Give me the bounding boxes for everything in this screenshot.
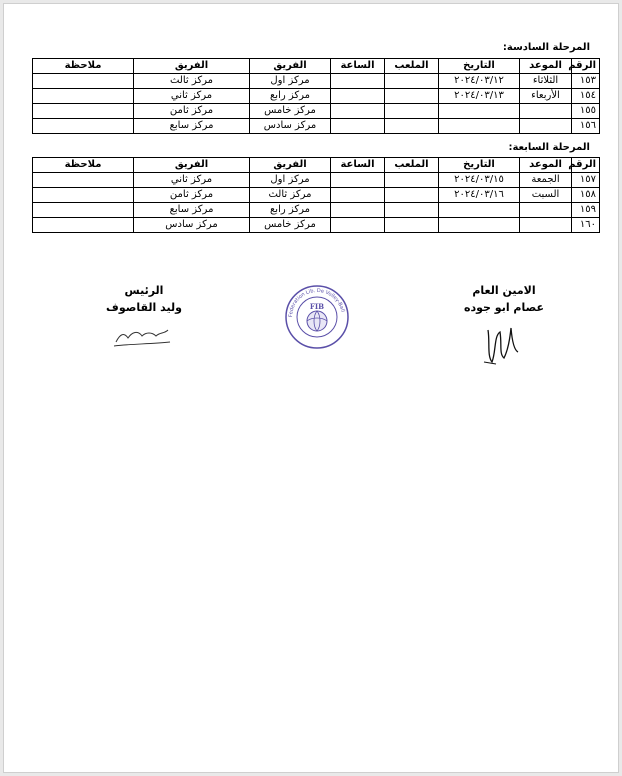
col-date: التاريخ bbox=[439, 59, 520, 74]
logo-ring-text: Federation Lib. De Volley-Ball bbox=[287, 287, 346, 318]
team-b: مركز ثاني bbox=[134, 89, 250, 104]
table-row bbox=[33, 188, 600, 203]
match-date: ٢٠٢٤/٠٣/١٣ bbox=[439, 89, 520, 104]
president-name: وليد القاصوف bbox=[106, 301, 182, 314]
match-time bbox=[331, 173, 385, 188]
match-number: ١٥٨ bbox=[572, 188, 600, 203]
match-number: ١٥٧ bbox=[572, 173, 600, 188]
table-row bbox=[33, 173, 600, 188]
match-venue bbox=[385, 104, 439, 119]
team-b: مركز سابع bbox=[134, 119, 250, 134]
match-day: الثلاثاء bbox=[520, 74, 572, 89]
match-time bbox=[331, 104, 385, 119]
stage6-title: المرحلة السادسة: bbox=[502, 42, 590, 53]
match-note bbox=[33, 188, 134, 203]
match-time bbox=[331, 218, 385, 233]
stage6-table bbox=[32, 58, 600, 134]
match-day bbox=[520, 218, 572, 233]
col-team-a: الفريق bbox=[250, 59, 331, 74]
match-date bbox=[439, 119, 520, 134]
team-b: مركز سابع bbox=[134, 203, 250, 218]
team-a: مركز خامس bbox=[250, 218, 331, 233]
match-note bbox=[33, 218, 134, 233]
match-number: ١٥٥ bbox=[572, 104, 600, 119]
col-venue: الملعب bbox=[385, 59, 439, 74]
table-header-row bbox=[33, 158, 600, 173]
match-note bbox=[33, 89, 134, 104]
match-date bbox=[439, 203, 520, 218]
match-day: الجمعة bbox=[520, 173, 572, 188]
match-day bbox=[520, 119, 572, 134]
match-date bbox=[439, 104, 520, 119]
col-day: الموعد bbox=[520, 158, 572, 173]
secretary-signature-block bbox=[434, 282, 574, 316]
match-day bbox=[520, 104, 572, 119]
stage7-table bbox=[32, 157, 600, 233]
col-time: الساعة bbox=[331, 158, 385, 173]
team-a: مركز ثالث bbox=[250, 188, 331, 203]
match-day: السبت bbox=[520, 188, 572, 203]
match-number: ١٥٤ bbox=[572, 89, 600, 104]
federation-logo bbox=[284, 284, 350, 350]
logo-initials: FIB bbox=[309, 302, 325, 311]
match-date: ٢٠٢٤/٠٣/١٥ bbox=[439, 173, 520, 188]
match-day: الأربعاء bbox=[520, 89, 572, 104]
match-venue bbox=[385, 119, 439, 134]
match-number: ١٥٦ bbox=[572, 119, 600, 134]
match-note bbox=[33, 74, 134, 89]
match-venue bbox=[385, 188, 439, 203]
match-day bbox=[520, 203, 572, 218]
match-date: ٢٠٢٤/٠٣/١٢ bbox=[439, 74, 520, 89]
team-b: مركز ثالث bbox=[134, 74, 250, 89]
match-note bbox=[33, 173, 134, 188]
col-note: ملاحظة bbox=[33, 59, 134, 74]
match-venue bbox=[385, 74, 439, 89]
match-number: ١٦٠ bbox=[572, 218, 600, 233]
president-role: الرئيس bbox=[124, 284, 164, 297]
col-team-b: الفريق bbox=[134, 59, 250, 74]
col-venue: الملعب bbox=[385, 158, 439, 173]
match-time bbox=[331, 119, 385, 134]
president-signature-scribble bbox=[110, 324, 174, 350]
match-time bbox=[331, 74, 385, 89]
match-time bbox=[331, 89, 385, 104]
table-row bbox=[33, 218, 600, 233]
table-row bbox=[33, 104, 600, 119]
table-row bbox=[33, 203, 600, 218]
table-header-row bbox=[33, 59, 600, 74]
team-b: مركز سادس bbox=[134, 218, 250, 233]
team-a: مركز رابع bbox=[250, 203, 331, 218]
team-a: مركز اول bbox=[250, 74, 331, 89]
match-venue bbox=[385, 173, 439, 188]
team-a: مركز سادس bbox=[250, 119, 331, 134]
table-row bbox=[33, 89, 600, 104]
match-time bbox=[331, 188, 385, 203]
table-row bbox=[33, 74, 600, 89]
team-a: مركز خامس bbox=[250, 104, 331, 119]
match-note bbox=[33, 104, 134, 119]
match-venue bbox=[385, 89, 439, 104]
team-b: مركز ثامن bbox=[134, 104, 250, 119]
team-b: مركز ثامن bbox=[134, 188, 250, 203]
match-note bbox=[33, 119, 134, 134]
secretary-name: عصام ابو جوده bbox=[464, 301, 544, 314]
team-a: مركز اول bbox=[250, 173, 331, 188]
document-page bbox=[3, 3, 619, 773]
match-time bbox=[331, 203, 385, 218]
col-number: الرقم bbox=[572, 59, 600, 74]
match-date bbox=[439, 218, 520, 233]
match-date: ٢٠٢٤/٠٣/١٦ bbox=[439, 188, 520, 203]
match-venue bbox=[385, 203, 439, 218]
match-number: ١٥٩ bbox=[572, 203, 600, 218]
table-row bbox=[33, 119, 600, 134]
col-date: التاريخ bbox=[439, 158, 520, 173]
team-b: مركز ثاني bbox=[134, 173, 250, 188]
stage7-title: المرحلة السابعة: bbox=[508, 142, 590, 153]
col-note: ملاحظة bbox=[33, 158, 134, 173]
president-signature-block bbox=[74, 282, 214, 316]
col-number: الرقم bbox=[572, 158, 600, 173]
match-note bbox=[33, 203, 134, 218]
secretary-role: الامين العام bbox=[472, 284, 536, 297]
team-a: مركز رابع bbox=[250, 89, 331, 104]
col-day: الموعد bbox=[520, 59, 572, 74]
col-team-b: الفريق bbox=[134, 158, 250, 173]
match-venue bbox=[385, 218, 439, 233]
col-team-a: الفريق bbox=[250, 158, 331, 173]
col-time: الساعة bbox=[331, 59, 385, 74]
match-number: ١٥٣ bbox=[572, 74, 600, 89]
secretary-signature-scribble bbox=[478, 322, 528, 367]
